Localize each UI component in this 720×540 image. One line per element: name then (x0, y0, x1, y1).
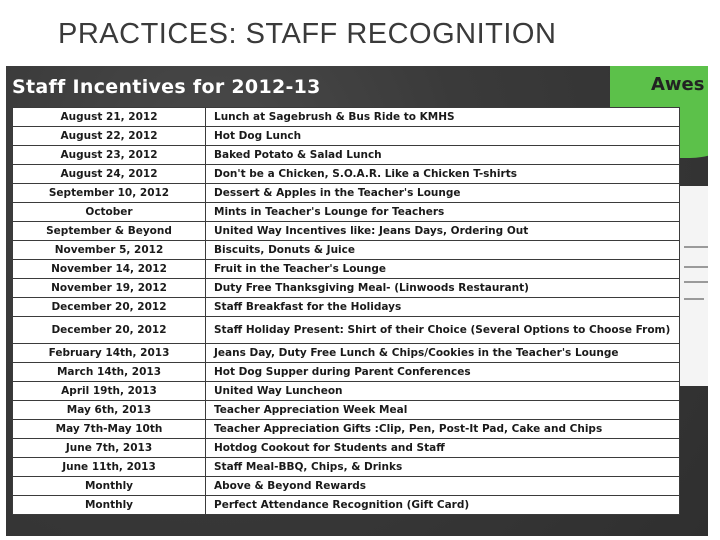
date-cell: June 11th, 2013 (13, 458, 206, 477)
table-row (13, 279, 680, 298)
table-row (13, 203, 680, 222)
incentive-cell: Teacher Appreciation Gifts :Clip, Pen, Post-It Pad, Cake and Chips (206, 420, 680, 439)
date-cell: November 14, 2012 (13, 260, 206, 279)
incentive-cell: Above & Beyond Rewards (206, 477, 680, 496)
table-row (13, 382, 680, 401)
date-cell: Monthly (13, 477, 206, 496)
table-row (13, 260, 680, 279)
table-row (13, 108, 680, 127)
paper-note-line (684, 298, 704, 300)
date-cell: August 23, 2012 (13, 146, 206, 165)
date-cell: June 7th, 2013 (13, 439, 206, 458)
date-cell: February 14th, 2013 (13, 344, 206, 363)
table-row (13, 344, 680, 363)
paper-note-line (684, 281, 708, 283)
table-row (13, 241, 680, 260)
paper-note-line (684, 246, 708, 248)
date-cell: March 14th, 2013 (13, 363, 206, 382)
incentive-cell: Duty Free Thanksgiving Meal- (Linwoods Restaurant) (206, 279, 680, 298)
date-cell: December 20, 2012 (13, 298, 206, 317)
table-row (13, 184, 680, 203)
table-row (13, 165, 680, 184)
incentive-cell: Mints in Teacher's Lounge for Teachers (206, 203, 680, 222)
incentive-cell: Teacher Appreciation Week Meal (206, 401, 680, 420)
incentive-cell: Staff Breakfast for the Holidays (206, 298, 680, 317)
incentive-cell: United Way Luncheon (206, 382, 680, 401)
incentives-table (12, 107, 680, 515)
incentive-cell: Don't be a Chicken, S.O.A.R. Like a Chicken T-shirts (206, 165, 680, 184)
incentive-cell: Staff Meal-BBQ, Chips, & Drinks (206, 458, 680, 477)
incentive-cell: Hot Dog Supper during Parent Conferences (206, 363, 680, 382)
table-row (13, 458, 680, 477)
date-cell: September & Beyond (13, 222, 206, 241)
incentive-cell: Hot Dog Lunch (206, 127, 680, 146)
incentive-cell: Fruit in the Teacher's Lounge (206, 260, 680, 279)
incentive-cell: Jeans Day, Duty Free Lunch & Chips/Cookies in the Teacher's Lounge (206, 344, 680, 363)
table-row (13, 317, 680, 344)
incentive-cell: Staff Holiday Present: Shirt of their Choice (Several Options to Choose From) (206, 317, 680, 344)
date-cell: April 19th, 2013 (13, 382, 206, 401)
table-row (13, 496, 680, 515)
table-row (13, 298, 680, 317)
date-cell: September 10, 2012 (13, 184, 206, 203)
speech-bubble-text: Awes (651, 74, 705, 95)
table-row (13, 477, 680, 496)
incentive-cell: Baked Potato & Salad Lunch (206, 146, 680, 165)
date-cell: December 20, 2012 (13, 317, 206, 344)
incentive-cell: United Way Incentives like: Jeans Days, Ordering Out (206, 222, 680, 241)
incentive-cell: Perfect Attendance Recognition (Gift Card) (206, 496, 680, 515)
incentive-cell: Biscuits, Donuts & Juice (206, 241, 680, 260)
incentive-cell: Lunch at Sagebrush & Bus Ride to KMHS (206, 108, 680, 127)
incentive-cell: Dessert & Apples in the Teacher's Lounge (206, 184, 680, 203)
table-row (13, 363, 680, 382)
incentive-cell: Hotdog Cookout for Students and Staff (206, 439, 680, 458)
table-row (13, 401, 680, 420)
date-cell: August 24, 2012 (13, 165, 206, 184)
table-row (13, 222, 680, 241)
chalkboard-image (6, 66, 708, 536)
date-cell: May 6th, 2013 (13, 401, 206, 420)
date-cell: Monthly (13, 496, 206, 515)
slide-title: PRACTICES: STAFF RECOGNITION (58, 18, 557, 50)
date-cell: October (13, 203, 206, 222)
table-row (13, 127, 680, 146)
date-cell: August 21, 2012 (13, 108, 206, 127)
date-cell: November 5, 2012 (13, 241, 206, 260)
paper-note (678, 186, 708, 386)
board-title: Staff Incentives for 2012-13 (12, 76, 321, 98)
date-cell: August 22, 2012 (13, 127, 206, 146)
date-cell: May 7th-May 10th (13, 420, 206, 439)
date-cell: November 19, 2012 (13, 279, 206, 298)
table-row (13, 439, 680, 458)
paper-note-line (684, 266, 708, 268)
table-row (13, 420, 680, 439)
table-row (13, 146, 680, 165)
